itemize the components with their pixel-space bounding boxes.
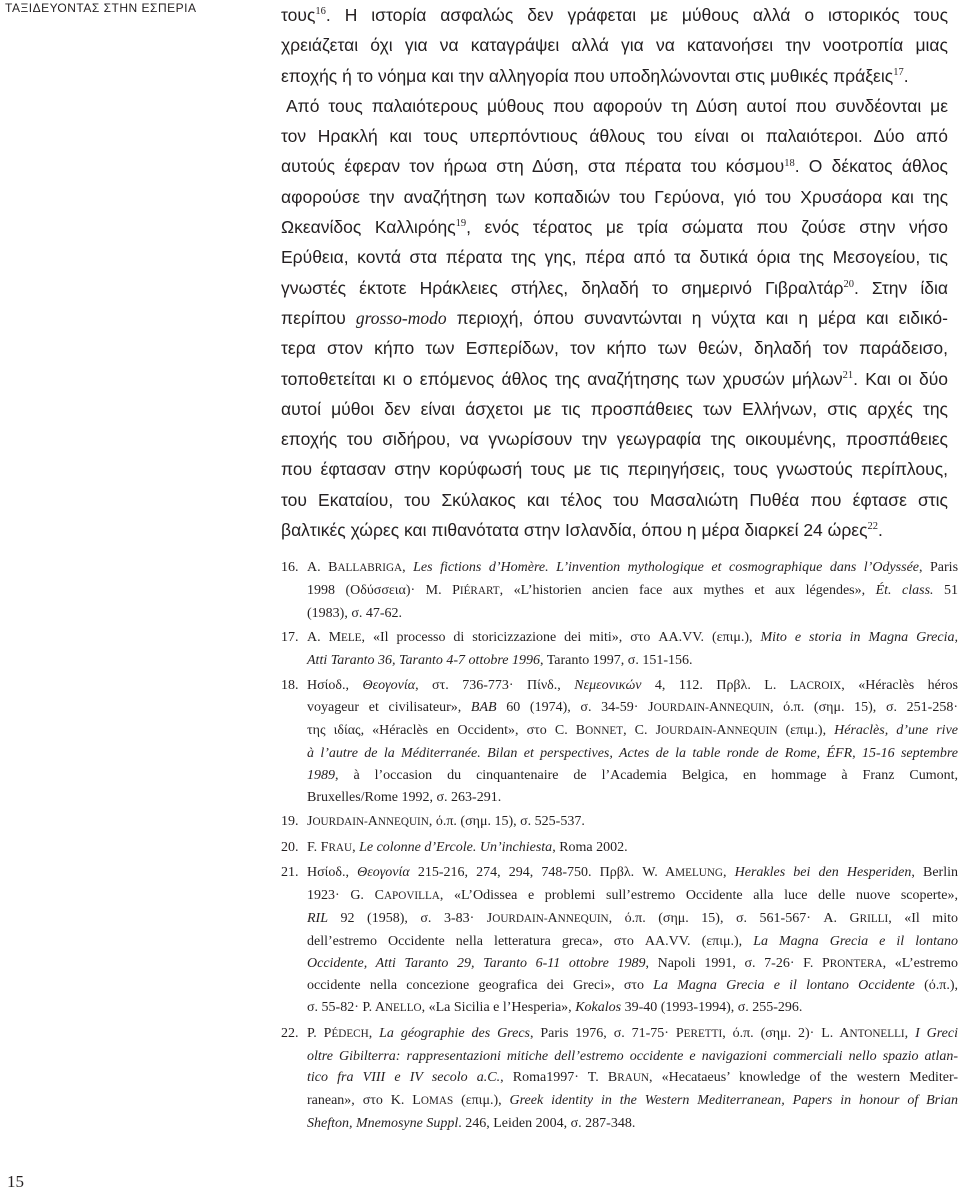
body-line [281, 394, 948, 424]
footnote-line [307, 931, 958, 953]
text-run: , Roma1997· T. B [500, 1070, 618, 1086]
text-run: . 246, Leiden 2004, σ. 287-348. [458, 1115, 636, 1131]
text-run: , Berlin [911, 865, 958, 881]
body-line [281, 454, 948, 484]
footnote-number: 19. [281, 814, 299, 830]
small-caps-run: ELE [341, 632, 362, 645]
footnote-text [307, 557, 958, 624]
small-caps-run: RAU [328, 841, 353, 854]
footnote-line [307, 1023, 958, 1046]
text-run: Ωκεανίδος Καλλιρόης [281, 217, 456, 238]
text-run: A [367, 814, 378, 830]
footnote-number: 21. [281, 865, 299, 881]
text-run: , «L’historien ancien face aux mythes et aux légendes», [499, 582, 876, 598]
footnote-line [307, 765, 958, 787]
footnote-text [307, 1023, 958, 1135]
text-run: του Εκαταίου, του Σκύλακος και τέλος του Μασαλιώτη Πυθέα που έφτασε στις [281, 489, 948, 510]
text-run: , στ. 736-773· Πίνδ., [415, 677, 575, 693]
text-run: , [402, 560, 414, 575]
footnote [281, 811, 958, 834]
italic-run: Νεμεονικών [574, 677, 642, 693]
footnote-line [307, 862, 958, 885]
text-run: 92 (1958), σ. 3-83· J [328, 910, 493, 926]
italic-run: oltre Gibilterra: rappresentazioni mitiche dell’estremo occidente e navigazioni commerciali nello spazio atlan- [307, 1048, 958, 1064]
italic-run: 1989 [307, 767, 335, 783]
text-run: F. F [307, 839, 329, 855]
footnote-line [307, 1046, 958, 1068]
footnote-text [307, 627, 958, 672]
italic-run: à l’autre de la Méditerranée. Bilan et perspectives, Actes de la table ronde de Rome, ÉFR, 15-16 septembre [307, 745, 958, 761]
small-caps-run: OURDAIN- [653, 702, 709, 715]
body-line [281, 182, 948, 212]
footnote-number: 20. [281, 839, 299, 855]
body-line [281, 61, 948, 91]
text-run: Ησίοδ., [307, 677, 363, 693]
italic-run: Shefton, Mnemosyne Suppl [307, 1115, 459, 1131]
text-run: , [723, 865, 735, 881]
footnote-line [307, 953, 958, 976]
text-run: , «Il processo di storicizzazione dei miti», στο AA.VV. (επιμ.), [361, 630, 761, 646]
text-run: , «L’estremo [882, 955, 958, 971]
footnote-reference: 20 [843, 278, 854, 290]
text-run: . Και οι δύο [853, 368, 949, 389]
small-caps-run: NTONELLI [849, 1027, 905, 1040]
text-run: , à l’occasion du cinquantenaire de l’Academia Belgica, en hommage à Franz Cumont, [335, 767, 958, 783]
footnote-line [307, 580, 958, 603]
text-run: . [878, 520, 883, 541]
text-run: , «La Sicilia e l’Hesperia», [421, 1000, 576, 1016]
footnote-text [307, 837, 958, 860]
text-run: , «L’Odissea e problemi sull’estremo Occidente alla luce delle nuove scoperte», [439, 888, 958, 904]
footnote-line [307, 1090, 958, 1113]
body-line [281, 515, 948, 545]
text-run: , «Il mito [888, 910, 958, 926]
footnote-line [307, 997, 958, 1020]
small-caps-run: ÉDECH [331, 1027, 369, 1040]
italic-run: Atti Taranto 36, Taranto 4-7 ottobre 1996 [307, 652, 540, 668]
text-run: (ό.π.), [914, 978, 958, 994]
body-line [281, 273, 948, 303]
small-caps-run: NNEQUIN [557, 912, 609, 925]
footnote-line [307, 1113, 958, 1135]
footnote [281, 675, 958, 809]
italic-run: Mito e storia in Magna Grecia, [760, 630, 958, 646]
footnote-text [307, 811, 958, 834]
text-run: dell’estremo Occidente nella letteratura greca», στο AA.VV. (επιμ.), [307, 933, 754, 949]
text-run: A. M [307, 630, 342, 646]
text-run: . [903, 65, 909, 86]
italic-run: Le colonne d’Ercole. Un’inchiesta [359, 839, 553, 855]
text-run: Bruxelles/Rome 1992, σ. 263-291. [307, 789, 502, 805]
text-run: , Napoli 1991, σ. 7-26· F. P [645, 955, 830, 971]
footnote-number: 16. [281, 560, 299, 575]
footnote-number: 22. [281, 1025, 299, 1041]
small-caps-run: RONTERA [829, 957, 883, 970]
italic-run: I Greci [915, 1025, 958, 1041]
text-run: τοποθετείται κι ο επόμενος άθλος της αναζήτησης των χρυσών μήλων [281, 368, 843, 389]
body-paragraph [281, 0, 948, 91]
text-run: Ερύθεια, κοντά στα πέρατα της γης, πέρα από τα δυτικά όρια της Μεσογείου, τις [281, 247, 948, 268]
italic-run: Herakles bei den Hesperiden [734, 865, 912, 881]
footnote [281, 627, 958, 672]
footnote-reference: 17 [893, 66, 904, 78]
italic-run: Θεογονία [362, 677, 416, 693]
text-run: P. P [307, 1025, 332, 1041]
text-run: τους [281, 5, 316, 25]
text-run: 60 (1974), σ. 34-59· J [496, 700, 654, 716]
footnote-line [307, 975, 958, 997]
footnote-number: 18. [281, 677, 299, 693]
text-run: occidente nella concezione geografica dei Greci», στο [307, 978, 654, 994]
body-line [281, 242, 948, 272]
body-line [281, 333, 948, 363]
text-run: , «Hecataeus’ knowledge of the western Mediter- [648, 1070, 958, 1086]
text-run: (επιμ.), [453, 1093, 510, 1109]
italic-run: La géographie des Grecs [379, 1025, 530, 1041]
body-line [281, 364, 948, 394]
small-caps-run: NNEQUIN [719, 702, 770, 715]
italic-run: RIL [307, 910, 328, 926]
text-run: βαλτικές χώρες και πιθανότατα στην Ισλανδία, όπου η μέρα διαρκεί 24 ώρες [281, 520, 868, 541]
small-caps-run: IÉRART [459, 584, 500, 597]
small-caps-run: OURDAIN- [312, 816, 368, 829]
small-caps-run: OURDAIN- [492, 912, 548, 925]
footnote-line [307, 811, 958, 834]
text-run: γνωστές έκτοτε Ηράκλειες στήλες, δηλαδή το σημερινό Γιβραλτάρ [281, 277, 844, 298]
running-head: ΤΑΞΙΔΕΥΟΝΤΑΣ ΣΤΗΝ ΕΣΠΕΡΙΑ [5, 1, 197, 15]
text-run: , Paris 1976, σ. 71-75· P [529, 1025, 684, 1041]
footnote-line [307, 675, 958, 698]
text-run: τερα στον κήπο των Εσπερίδων, τον κήπο των θεών, δηλαδή τον παράδεισο, [281, 338, 948, 359]
text-run: αφορούσε την αναζήτηση των κοπαδιών του Γερύονα, γιό του Χρυσάορα και της [281, 186, 948, 207]
italic-run: La Magna Grecia e il lontano [753, 933, 958, 949]
italic-run: Kokalos [575, 1000, 622, 1016]
text-run: αυτούς έφεραν τον ήρωα στη Δύση, στα πέρατα του κόσμου [281, 156, 785, 177]
italic-run: tico fra VIII e IV secolo a.C. [307, 1070, 501, 1086]
text-run: τον Ηρακλή και τους υπερπόντιους άθλους του είναι οι παλαιότεροι. Δύο από [281, 126, 948, 147]
footnote-reference: 22 [867, 521, 879, 533]
text-run: . Ο δέκατος άθλος [794, 156, 948, 177]
text-run: 39-40 (1993-1994), σ. 255-296. [621, 1000, 803, 1016]
text-run: Από τους παλαιότερους μύθους που αφορούν τη Δύση αυτοί που συνδέονται με [286, 95, 948, 116]
text-run: 51 [933, 582, 959, 598]
footnote-line [307, 837, 958, 860]
body-line [281, 424, 948, 454]
italic-run: La Magna Grecia e il lontano Occidente [653, 978, 915, 994]
footnote [281, 1023, 958, 1135]
footnote [281, 862, 958, 1020]
text-run: ranean», στο K. L [307, 1093, 421, 1109]
footnote-line [307, 650, 958, 672]
text-run: , ό.π. (σημ. 15), σ. 251-258· [770, 700, 958, 716]
main-text [281, 0, 948, 545]
footnote-text [307, 862, 958, 1020]
text-run: της ιδίας, «Héraclès en Occident», στο C. B [307, 723, 586, 739]
text-run: voyageur et civilisateur», [307, 700, 471, 716]
text-run: εποχής του σιδήρου, να γνωρίσουν την γεωγραφία της οικουμένης, προσπάθειες [281, 429, 948, 450]
small-caps-run: ERETTI [683, 1027, 723, 1040]
small-caps-run: NNEQUIN [726, 725, 778, 738]
text-run: , [904, 1025, 916, 1041]
text-run: A [716, 723, 727, 739]
text-run: εποχής ή το νόημα και την αλληγορία που υποδηλώνονται στις μυθικές πράξεις [281, 65, 894, 86]
text-run: A [708, 700, 720, 716]
body-line [281, 91, 948, 121]
footnote-line [307, 743, 958, 765]
small-caps-run: MELUNG [675, 867, 724, 880]
italic-run: Occidente, Atti Taranto 29, Taranto 6-11 ottobre 1989 [307, 955, 646, 971]
text-run: A [547, 910, 558, 926]
text-run: , ενός τέρατος με τρία σώματα που ζούσε στην νήσο [466, 217, 948, 238]
text-run: , Taranto 1997, σ. 151-156. [539, 652, 693, 668]
text-run: A. B [307, 560, 338, 575]
footnote [281, 837, 958, 860]
body-paragraph [281, 91, 948, 545]
body-line [281, 485, 948, 515]
footnote-line [307, 697, 958, 720]
text-run: 215-216, 274, 294, 748-750. Πρβλ. W. A [409, 865, 676, 881]
footnote-reference: 19 [455, 218, 467, 230]
text-run: , Paris [919, 560, 959, 575]
text-run: J [307, 814, 313, 830]
body-line [281, 151, 948, 181]
text-run: σ. 55-82· P. A [307, 1000, 385, 1016]
footnote-reference: 21 [842, 369, 854, 381]
footnote-number: 17. [281, 630, 299, 646]
text-run: , C. J [623, 723, 662, 739]
text-run: (1983), σ. 47-62. [307, 605, 403, 621]
footnote-text [307, 675, 958, 809]
text-run: περίπου [281, 307, 356, 328]
body-line [281, 121, 948, 151]
small-caps-run: NELLO [384, 1002, 422, 1015]
small-caps-run: NNEQUIN [377, 816, 429, 829]
footnote-line [307, 603, 958, 625]
text-run: . Η ιστορία ασφαλώς δεν γράφεται με μύθους αλλά ο ιστορικός τους [325, 5, 948, 25]
page-number: 15 [7, 1172, 24, 1191]
text-run: περιοχή, όπου συναντώνται η νύχτα και η μέρα και ειδικό- [446, 307, 948, 328]
footnote-line [307, 787, 958, 809]
text-run: που έφτασαν στην κορύφωσή τους με τις περιηγήσεις, τους γνωστούς περίπλους, [281, 459, 948, 480]
body-line [281, 303, 948, 333]
footnotes [281, 557, 958, 1138]
small-caps-run: ACROIX [798, 679, 842, 692]
small-caps-run: OMAS [420, 1095, 454, 1108]
small-caps-run: OURDAIN- [661, 725, 717, 738]
italic-run: Les fictions d’Homère. L’invention mythologique et cosmographique dans l’Odyssée [413, 560, 919, 575]
text-run: (επιμ.), [777, 723, 835, 739]
text-run: , [352, 839, 360, 855]
text-run: 1998 (Οδύσσεια)· M. P [307, 582, 460, 598]
text-run: , ό.π. (σημ. 2)· L. A [722, 1025, 850, 1041]
body-line [281, 0, 948, 30]
body-line [281, 212, 948, 242]
footnote-line [307, 908, 958, 931]
small-caps-run: RILLI [859, 912, 889, 925]
text-run: , [368, 1025, 380, 1041]
italic-run: BAB [470, 700, 497, 716]
text-run: , Roma 2002. [552, 839, 628, 855]
text-run: , «Héraclès héros [841, 677, 958, 693]
body-line [281, 30, 948, 60]
footnote-reference: 16 [315, 6, 326, 18]
italic-run: grosso-modo [355, 307, 447, 328]
text-run: Ησίοδ., [307, 865, 358, 881]
footnote-line [307, 627, 958, 650]
small-caps-run: RAUN [617, 1072, 649, 1085]
footnote [281, 557, 958, 624]
italic-run: Greek identity in the Western Mediterranean, Papers in honour of Brian [509, 1093, 959, 1109]
text-run: . Στην ίδια [853, 277, 948, 298]
small-caps-run: ALLABRIGA [337, 562, 403, 574]
text-run: , ό.π. (σημ. 15), σ. 561-567· A. G [608, 910, 860, 926]
italic-run: Héraclès, d’une rive [834, 723, 959, 739]
text-run: , ό.π. (σημ. 15), σ. 525-537. [428, 814, 585, 830]
small-caps-run: APOVILLA [383, 890, 440, 903]
text-run: αυτοί μύθοι δεν είναι άσχετοι με τις προσπάθειες των Ελλήνων, στις αρχές της [281, 398, 948, 419]
text-run: 1923· G. C [307, 888, 384, 904]
footnote-line [307, 885, 958, 908]
footnote-line [307, 1067, 958, 1090]
italic-run: Ét. class. [875, 582, 934, 598]
text-run: χρειάζεται όχι για να καταγράψει αλλά για να κατανοήσει την νοοτροπία μιας [281, 35, 948, 56]
text-run: 4, 112. Πρβλ. L. L [641, 677, 799, 693]
footnote-reference: 18 [784, 157, 795, 169]
italic-run: Θεογονία [357, 865, 410, 881]
footnote-line [307, 720, 958, 743]
footnote-line [307, 557, 958, 580]
small-caps-run: ONNET [585, 725, 624, 738]
